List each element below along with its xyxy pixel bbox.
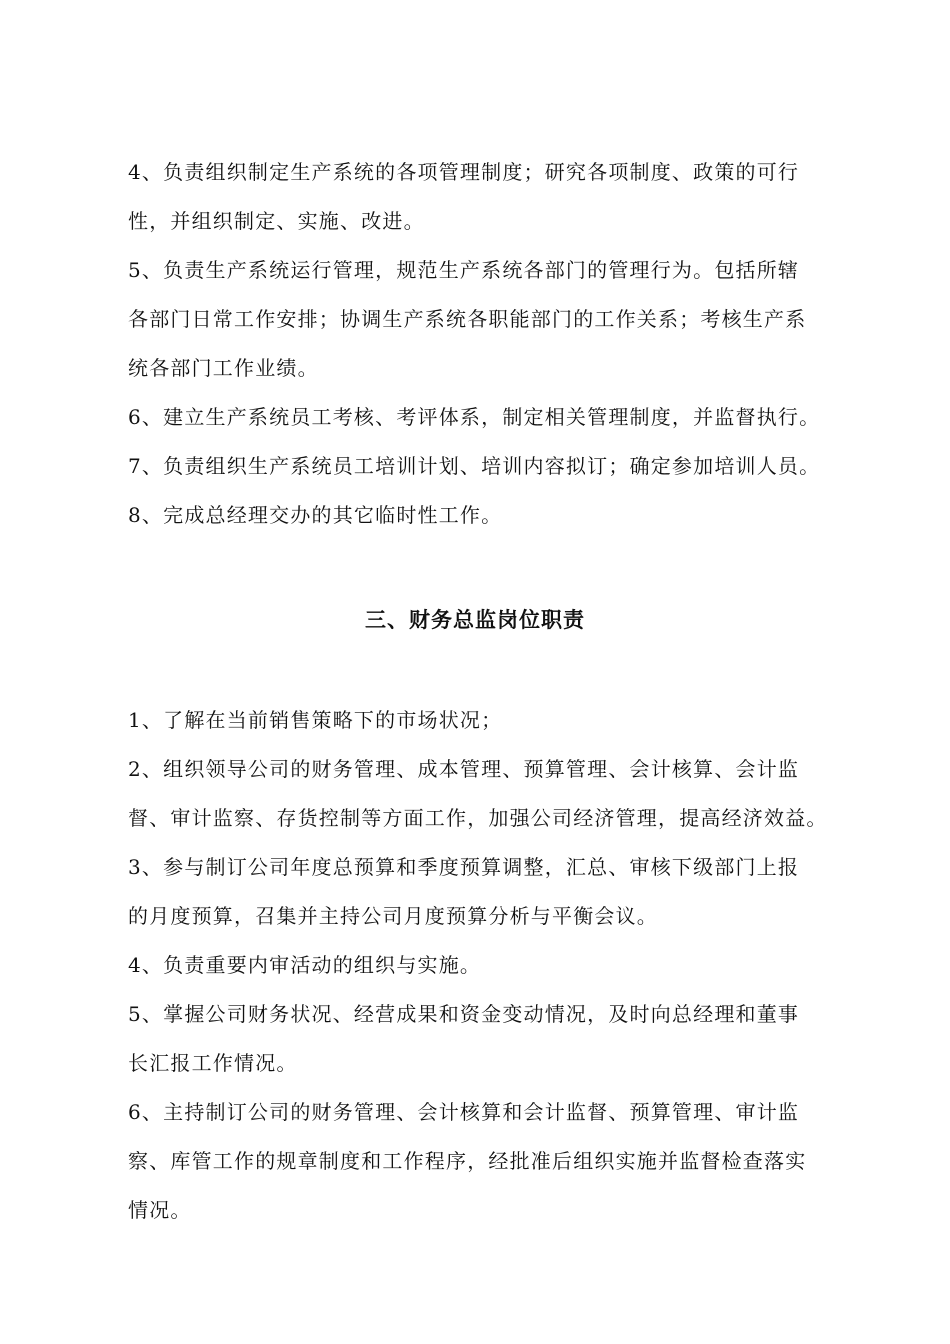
duty-line: 情况。 (128, 1198, 192, 1222)
duty-line: 6、建立生产系统员工考核、考评体系，制定相关管理制度，并监督执行。 (128, 405, 821, 429)
duty-line: 5、掌握公司财务状况、经营成果和资金变动情况，及时向总经理和董事 (128, 1002, 800, 1026)
duty-line: 统各部门工作业绩。 (128, 356, 319, 380)
duty-line: 各部门日常工作安排；协调生产系统各职能部门的工作关系；考核生产系 (128, 307, 807, 331)
duty-line: 长汇报工作情况。 (128, 1051, 298, 1075)
duty-line: 6、主持制订公司的财务管理、会计核算和会计监督、预算管理、审计监 (128, 1100, 800, 1124)
duty-line: 5、负责生产系统运行管理，规范生产系统各部门的管理行为。包括所辖 (128, 258, 800, 282)
duty-line: 3、参与制订公司年度总预算和季度预算调整，汇总、审核下级部门上报 (128, 855, 800, 879)
duty-line: 1、了解在当前销售策略下的市场状况； (128, 708, 503, 732)
finance-duties-list (128, 696, 868, 1235)
production-duties-list (128, 148, 868, 540)
duty-line: 4、负责重要内审活动的组织与实施。 (128, 953, 482, 977)
duty-line: 7、负责组织生产系统员工培训计划、培训内容拟订；确定参加培训人员。 (128, 454, 821, 478)
duty-line: 性，并组织制定、实施、改进。 (128, 209, 425, 233)
duty-line: 4、负责组织制定生产系统的各项管理制度；研究各项制度、政策的可行 (128, 160, 800, 184)
duty-line: 8、完成总经理交办的其它临时性工作。 (128, 503, 503, 527)
duty-line: 的月度预算，召集并主持公司月度预算分析与平衡会议。 (128, 904, 658, 928)
duty-line: 2、组织领导公司的财务管理、成本管理、预算管理、会计核算、会计监 (128, 757, 800, 781)
duty-line: 督、审计监察、存货控制等方面工作，加强公司经济管理，提高经济效益。 (128, 806, 828, 830)
section-title: 三、财务总监岗位职责 (365, 607, 585, 632)
duty-line: 察、库管工作的规章制度和工作程序，经批准后组织实施并监督检查落实 (128, 1149, 807, 1173)
